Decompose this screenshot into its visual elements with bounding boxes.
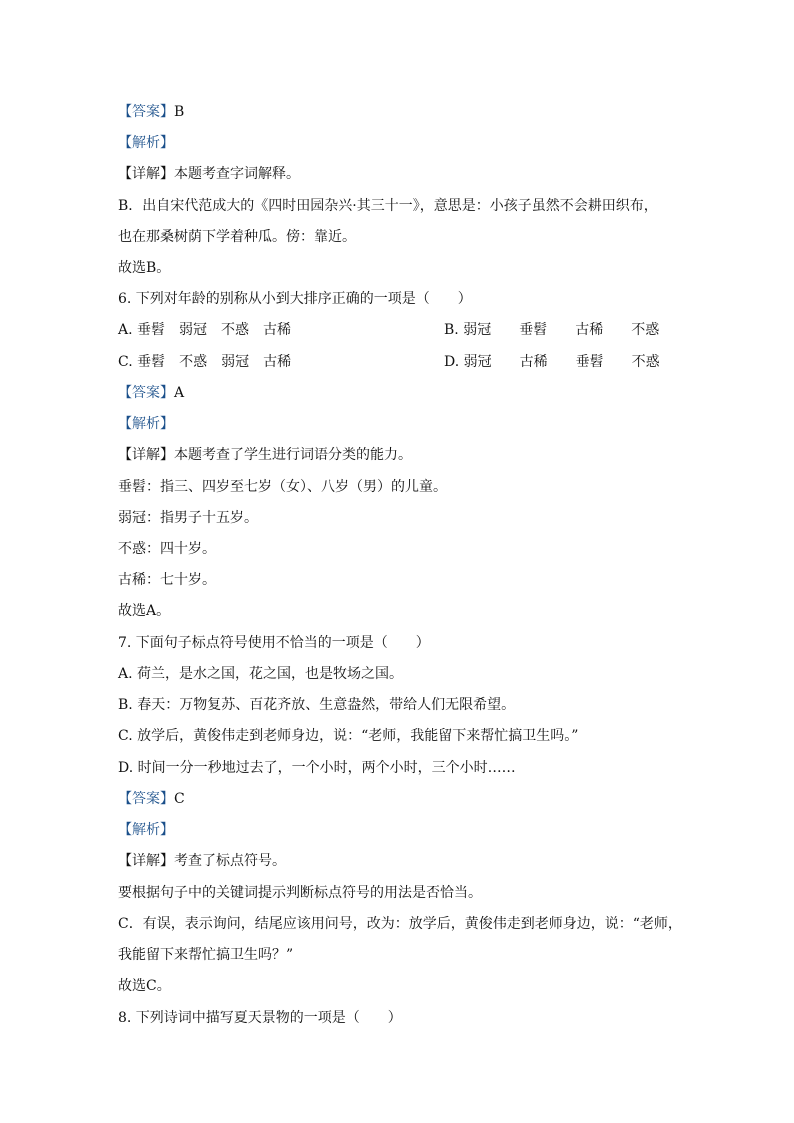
detail-text: 考查了标点符号。 xyxy=(174,853,286,869)
detail-text: 本题考查了学生进行词语分类的能力。 xyxy=(174,447,412,463)
q7-explanation-1: 要根据句子中的关键词提示判断标点符号的用法是否恰当。 xyxy=(118,885,482,901)
q6-explanation-3: 不惑：四十岁。 xyxy=(118,541,216,557)
q6-conclusion: 故选A。 xyxy=(118,603,171,619)
q5-answer-line xyxy=(118,102,184,122)
q7-option-c: C. 放学后，黄俊伟走到老师身边，说：“老师，我能留下来帮忙搞卫生吗。” xyxy=(118,728,579,744)
q7-conclusion: 故选C。 xyxy=(118,978,171,994)
answer-value: A xyxy=(174,385,185,401)
detail-text: 本题考查字词解释。 xyxy=(174,166,300,182)
answer-tag: 【答案】 xyxy=(118,104,174,120)
q6-explanation-4: 古稀：七十岁。 xyxy=(118,572,216,588)
q5-explanation-2: 也在那桑树荫下学着种瓜。傍：靠近。 xyxy=(118,229,356,245)
answer-value: B xyxy=(174,104,185,120)
detail-tag: 【详解】 xyxy=(118,853,174,869)
q6-answer-line xyxy=(118,383,184,403)
q6-option-d: D. 弱冠 古稀 垂髫 不惑 xyxy=(444,354,660,370)
q6-explanation-2: 弱冠：指男子十五岁。 xyxy=(118,510,258,526)
q6-option-c: C. 垂髫 不惑 弱冠 古稀 xyxy=(118,354,292,370)
answer-tag: 【答案】 xyxy=(118,385,174,401)
detail-tag: 【详解】 xyxy=(118,447,174,463)
q7-question: 7. 下面句子标点符号使用不恰当的一项是（ ） xyxy=(118,635,430,651)
q7-explanation-2: C．有误，表示询问，结尾应该用问号，改为：放学后，黄俊伟走到老师身边，说：“老师， xyxy=(118,916,682,932)
answer-value: C xyxy=(174,791,185,807)
q6-explanation-1: 垂髫：指三、四岁至七岁（女）、八岁（男）的儿童。 xyxy=(118,479,447,495)
q7-option-a: A. 荷兰，是水之国，花之国，也是牧场之国。 xyxy=(118,666,404,682)
q7-answer-line xyxy=(118,789,185,809)
analysis-tag: 【解析】 xyxy=(118,135,174,151)
q7-detail-line xyxy=(118,851,286,871)
analysis-tag: 【解析】 xyxy=(118,822,174,838)
q8-question: 8. 下列诗词中描写夏天景物的一项是（ ） xyxy=(118,1010,402,1026)
q5-explanation-1: B．出自宋代范成大的《四时田园杂兴·其三十一》，意思是：小孩子虽然不会耕田织布， xyxy=(118,198,658,214)
q6-detail-line xyxy=(118,445,412,465)
q7-explanation-3: 我能留下来帮忙搞卫生吗？” xyxy=(118,947,294,963)
q5-analysis-line xyxy=(118,133,174,153)
q5-detail-line xyxy=(118,164,300,184)
q7-option-b: B. 春天：万物复苏、百花齐放、生意盎然，带给人们无限希望。 xyxy=(118,697,516,713)
q6-option-a: A. 垂髫 弱冠 不惑 古稀 xyxy=(118,322,292,338)
q6-analysis-line xyxy=(118,414,174,434)
q6-option-b: B. 弱冠 垂髫 古稀 不惑 xyxy=(444,322,660,338)
q7-analysis-line xyxy=(118,820,174,840)
answer-tag: 【答案】 xyxy=(118,791,174,807)
q7-option-d: D. 时间一分一秒地过去了，一个小时，两个小时，三个小时…… xyxy=(118,760,516,776)
analysis-tag: 【解析】 xyxy=(118,416,174,432)
q6-question: 6. 下列对年龄的别称从小到大排序正确的一项是（ ） xyxy=(118,291,472,307)
detail-tag: 【详解】 xyxy=(118,166,174,182)
q5-conclusion: 故选B。 xyxy=(118,260,171,276)
